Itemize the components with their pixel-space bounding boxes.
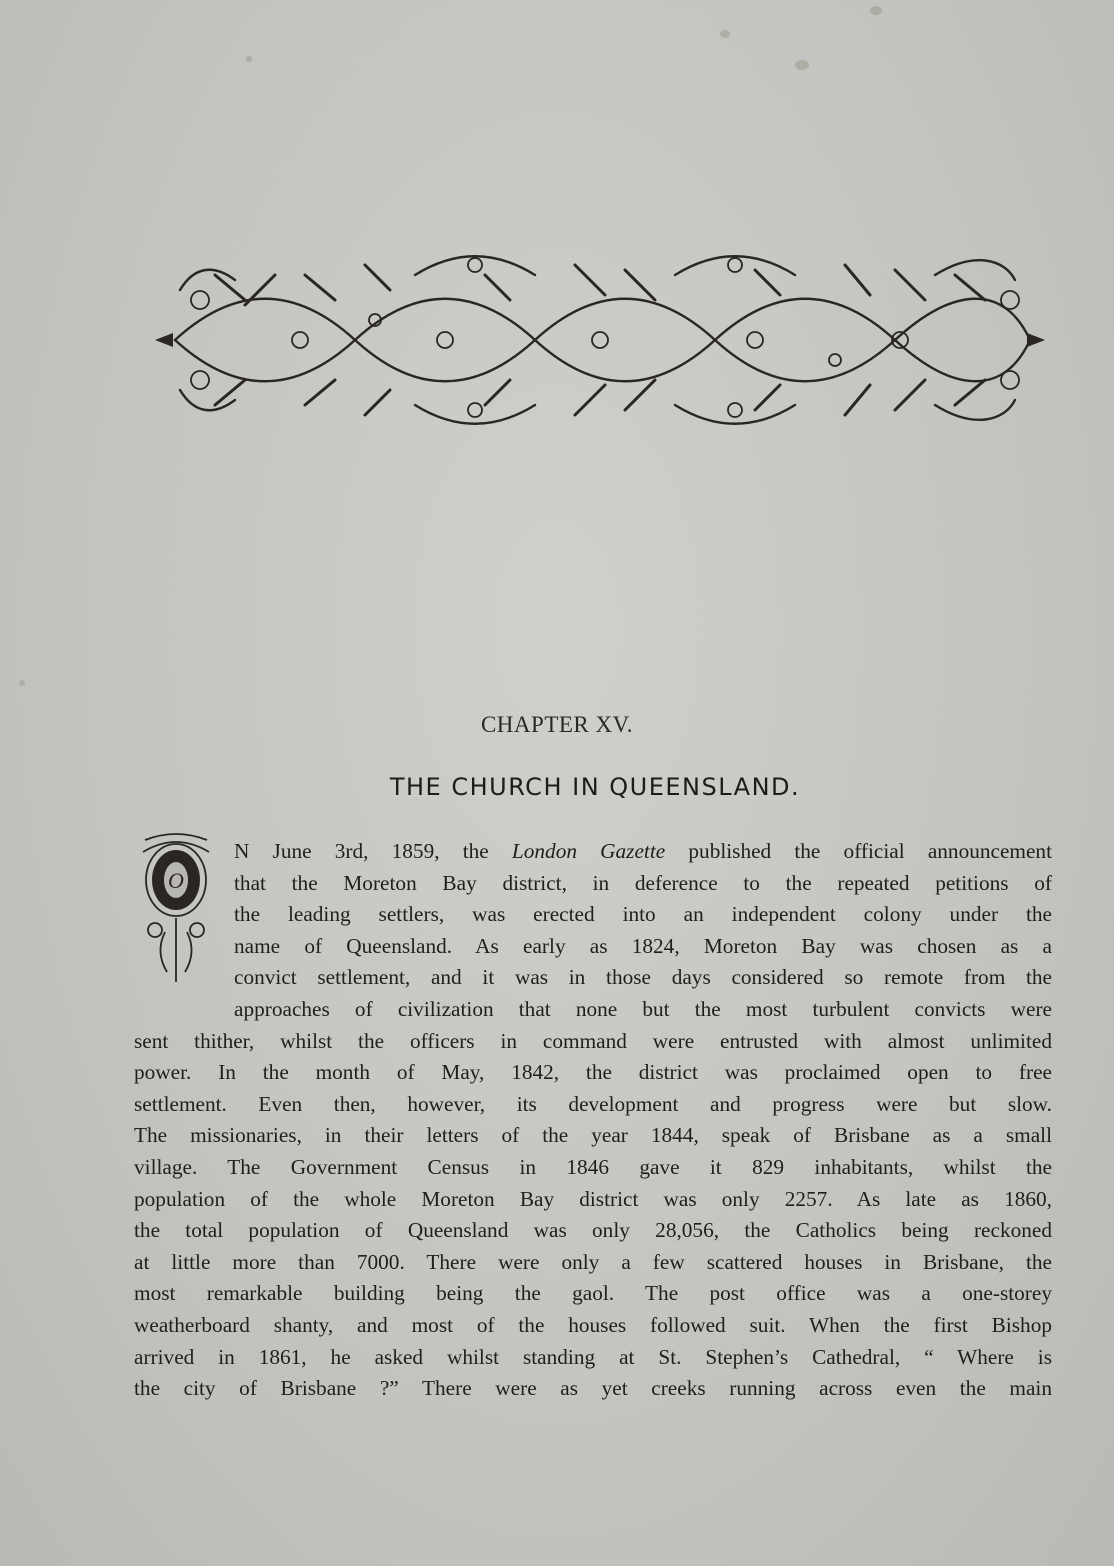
- paragraph-line: N June 3rd, 1859, the London Gazette published the official announcement: [234, 839, 1053, 863]
- ornament-end-right: [1027, 333, 1045, 347]
- ornament-curl: [747, 332, 763, 348]
- ornament-border-top: [180, 256, 1015, 290]
- paragraph-line: most remarkable building being the gaol. The post office was a one-storey: [134, 1281, 1052, 1306]
- paragraph-line: at little more than 7000. There were only a few scattered houses in Brisbane, the: [134, 1249, 1052, 1274]
- paragraph-line: that the Moreton Bay district, in deference to the repeated petitions of: [234, 870, 1052, 895]
- ornament-curl: [728, 258, 742, 272]
- ornament-curl: [437, 332, 453, 348]
- ornament-curl: [191, 371, 209, 389]
- publication-title: London Gazette: [511, 839, 666, 863]
- paragraph-line: the total population of Queensland was only 28,056, the Catholics being reckoned: [134, 1218, 1052, 1243]
- ornament-end-left: [155, 333, 173, 347]
- ornament-curl: [1001, 371, 1019, 389]
- body-paragraph: [134, 836, 1052, 1405]
- decorative-header-ornament: [155, 245, 1045, 425]
- ornament-border-bottom: [180, 390, 1015, 424]
- paper-speck: [720, 30, 730, 38]
- paragraph-line: arrived in 1861, he asked whilst standing at St. Stephen’s Cathedral, “ Where is: [134, 1344, 1052, 1369]
- chapter-title: THE CHURCH IN QUEENSLAND.: [389, 773, 801, 801]
- paragraph-line: power. In the month of May, 1842, the district was proclaimed open to free: [134, 1060, 1052, 1085]
- paragraph-line: settlement. Even then, however, its development and progress were but slow.: [134, 1091, 1052, 1116]
- ornament-curl: [829, 354, 841, 366]
- ornament-curl: [1001, 291, 1019, 309]
- paragraph-line: convict settlement, and it was in those days considered so remote from the: [234, 965, 1052, 990]
- paragraph-line: sent thither, whilst the officers in command were entrusted with almost unlimited: [134, 1028, 1052, 1053]
- paragraph-line: approaches of civilization that none but the most turbulent convicts were: [234, 996, 1052, 1021]
- drop-cap-letter: O: [168, 868, 184, 893]
- ornament-leaf: [575, 380, 870, 415]
- ornament-leaf: [895, 380, 985, 410]
- ornament-leaf: [215, 265, 390, 305]
- paragraph-line: population of the whole Moreton Bay district was only 2257. As late as 1860,: [134, 1186, 1052, 1211]
- paragraph-line: the city of Brisbane ?” There were as yet creeks running across even the main: [134, 1376, 1052, 1401]
- paper-speck: [795, 60, 809, 70]
- paper-speck: [19, 680, 25, 686]
- paragraph-line: name of Queensland. As early as 1824, Moreton Bay was chosen as a: [234, 933, 1052, 958]
- paragraph-line: The missionaries, in their letters of the year 1844, speak of Brisbane as a small: [134, 1123, 1052, 1148]
- paragraph-line: weatherboard shanty, and most of the houses followed suit. When the first Bishop: [134, 1312, 1052, 1337]
- ornament-curl: [728, 403, 742, 417]
- ornament-curl: [592, 332, 608, 348]
- ornament-curl: [468, 258, 482, 272]
- ornament-leaf: [215, 380, 510, 415]
- paper-speck: [246, 56, 252, 62]
- ornament-vine-upper: [175, 299, 1030, 382]
- ornament-vine-lower: [175, 299, 1030, 382]
- paragraph-line: village. The Government Census in 1846 gave it 829 inhabitants, whilst the: [134, 1154, 1052, 1179]
- chapter-number: CHAPTER XV.: [480, 712, 634, 737]
- ornament-curl: [191, 291, 209, 309]
- ornament-curl: [292, 332, 308, 348]
- ornament-leaf: [845, 265, 985, 300]
- ornament-curl: [468, 403, 482, 417]
- paper-speck: [870, 6, 882, 15]
- paragraph-line: the leading settlers, was erected into an independent colony under the: [234, 902, 1052, 927]
